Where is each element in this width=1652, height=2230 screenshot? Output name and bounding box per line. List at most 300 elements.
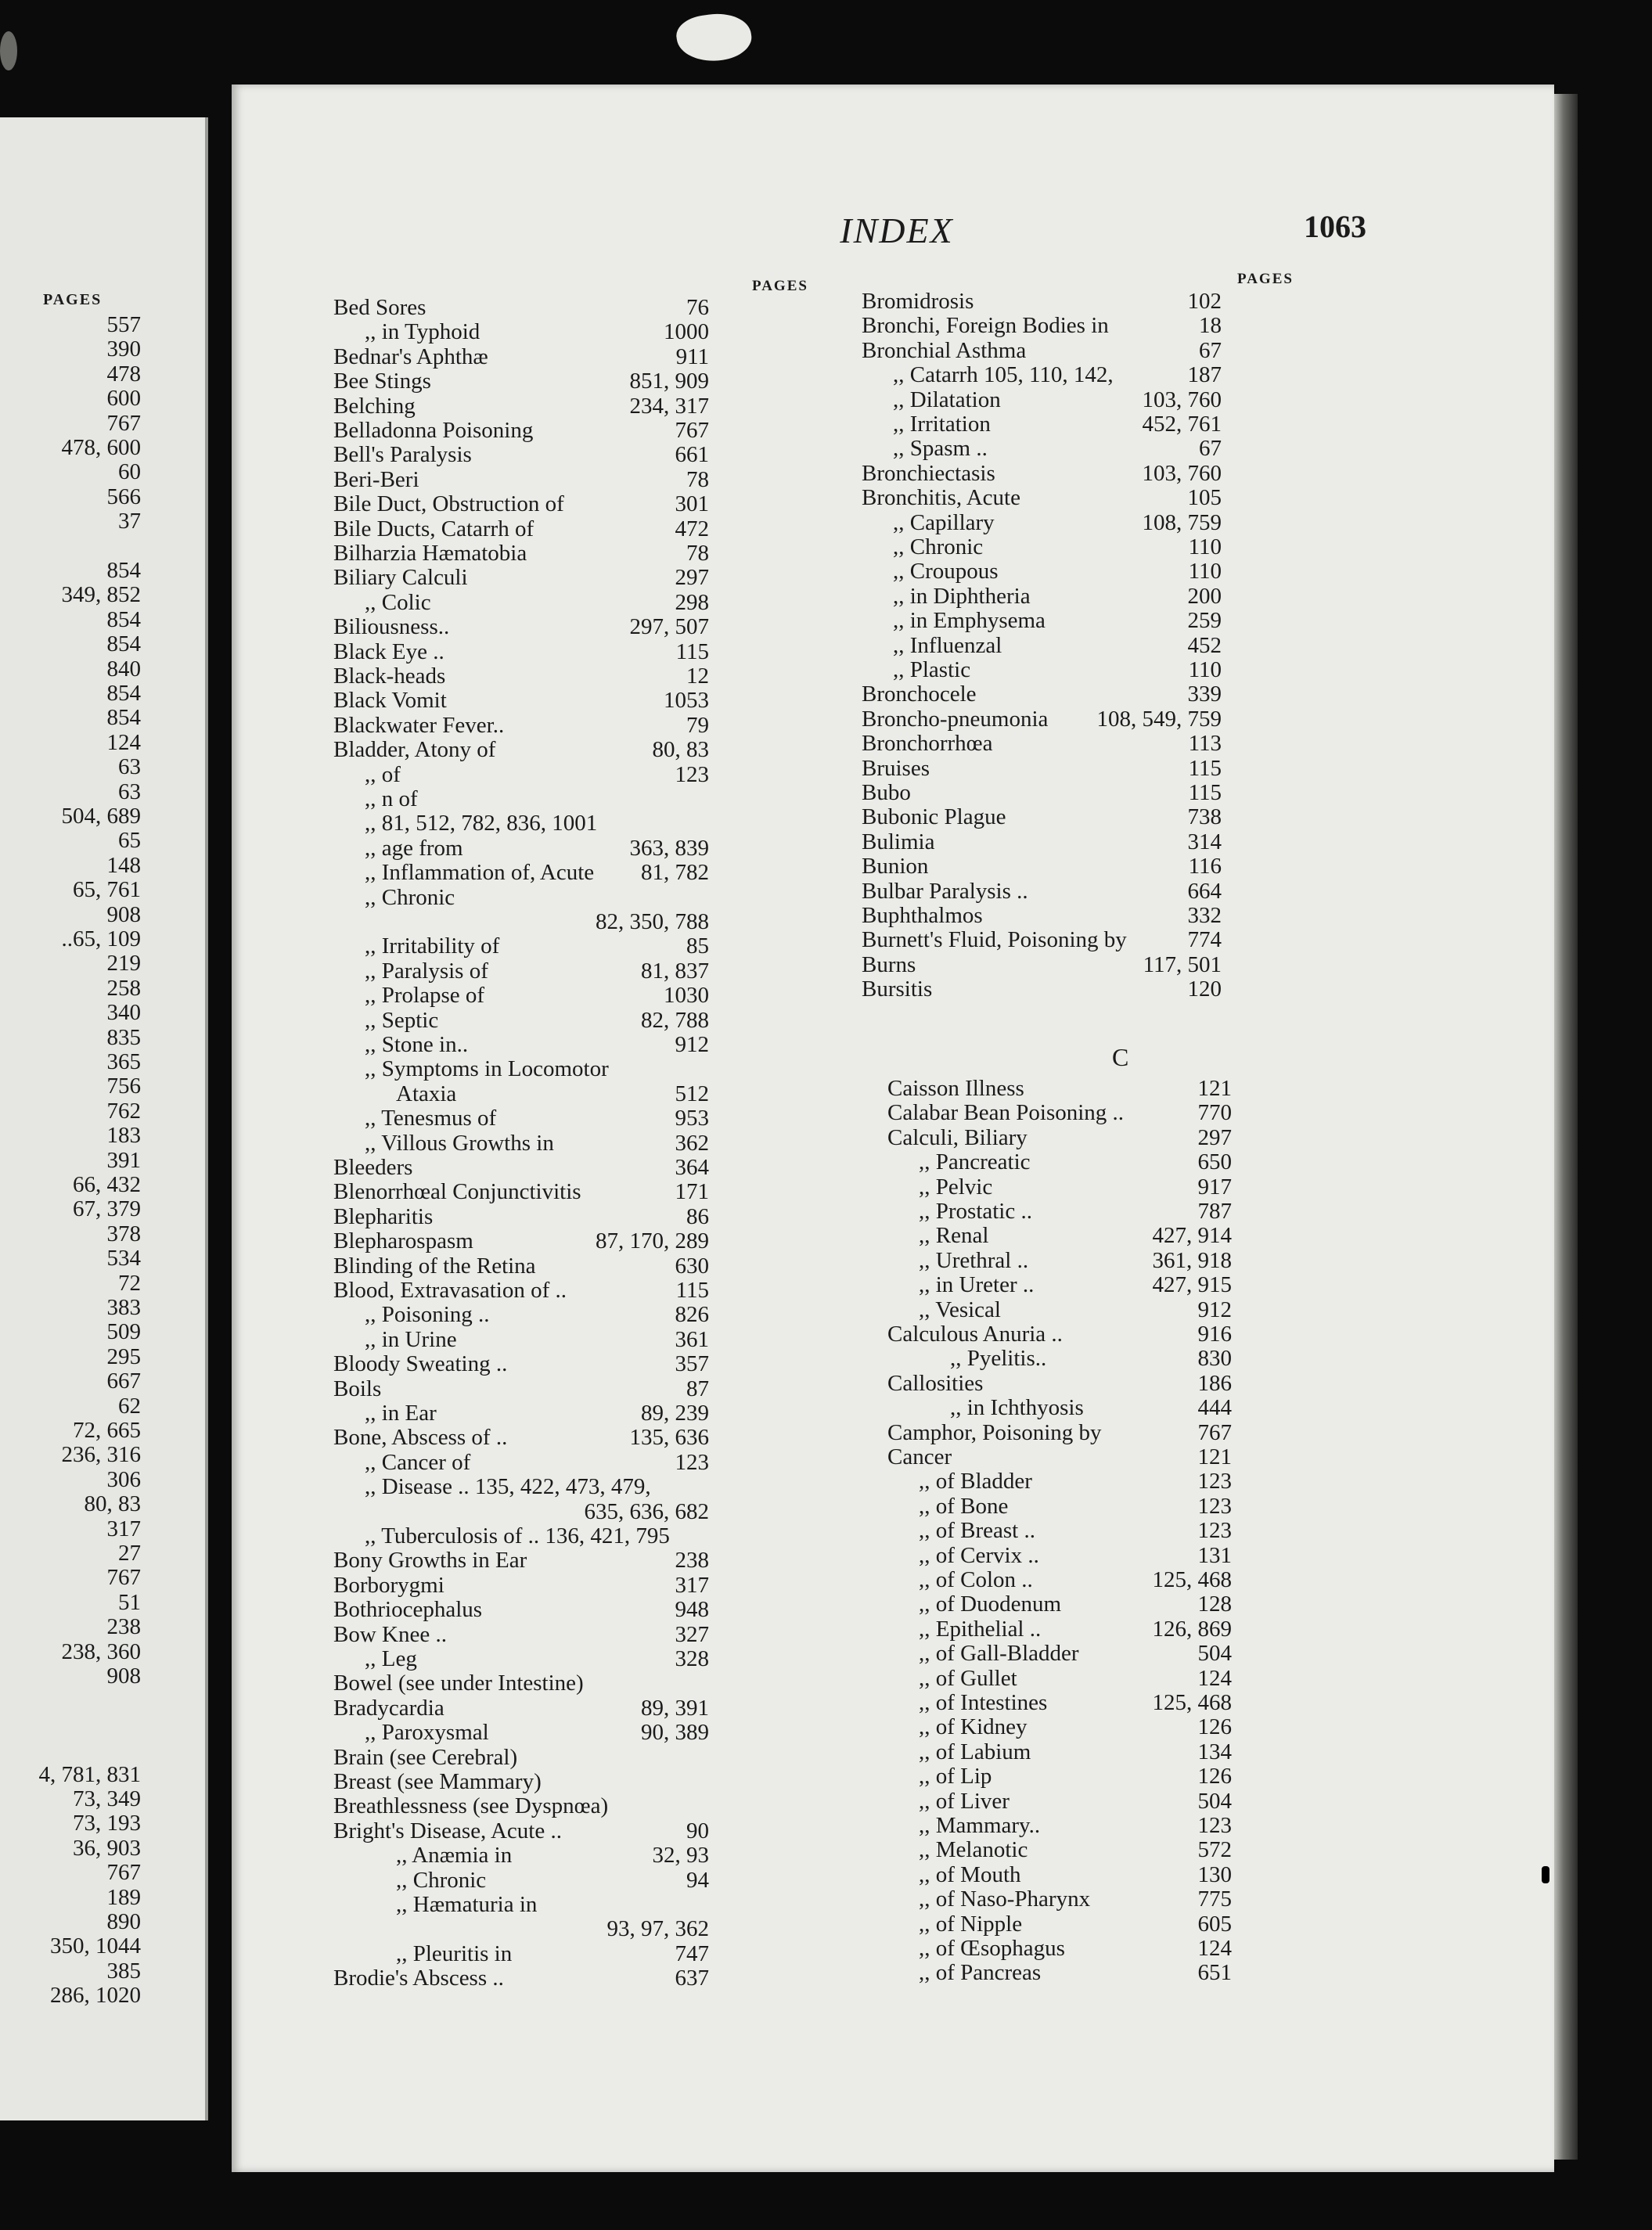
index-term: Bile Duct, Obstruction of: [333, 491, 564, 517]
left-page-number: 72, 665: [73, 1418, 141, 1443]
index-term: ,, of Mouth: [919, 1861, 1021, 1887]
index-entry: [333, 615, 709, 639]
index-term: ,, Pancreatic: [919, 1149, 1031, 1175]
index-entry: [333, 1303, 709, 1327]
index-pages: 787: [1197, 1199, 1232, 1224]
left-page-number: 124: [106, 729, 141, 755]
index-term: ,, Paroxysmal: [365, 1720, 489, 1746]
index-term: Calabar Bean Poisoning ..: [887, 1100, 1125, 1126]
index-entry: [333, 443, 709, 467]
index-term: Black-heads: [333, 664, 446, 689]
index-pages: 770: [1197, 1100, 1232, 1126]
index-term: ,, Cancer of: [365, 1449, 471, 1475]
index-entry: [333, 1696, 709, 1721]
index-entry: [333, 468, 709, 492]
index-entry: [887, 1273, 1232, 1297]
index-entry: [887, 1077, 1232, 1101]
index-pages: 105: [1187, 485, 1222, 511]
index-pages: 767: [1197, 1419, 1232, 1445]
index-term: ,, Influenzal: [893, 632, 1002, 658]
index-entry: [333, 1156, 709, 1180]
index-pages: 94: [686, 1867, 709, 1893]
index-pages: 357: [675, 1351, 709, 1377]
index-entry: [333, 345, 709, 369]
index-entry: [333, 886, 709, 910]
index-entry: [887, 1863, 1232, 1887]
index-term: ,, Tenesmus of: [365, 1106, 497, 1131]
left-page-number: 854: [106, 705, 141, 731]
index-pages: 90: [686, 1818, 709, 1843]
index-pages: 948: [675, 1597, 709, 1623]
index-entry: [887, 1887, 1232, 1912]
index-entry: [887, 1347, 1232, 1371]
index-entry: [333, 1524, 709, 1548]
index-entry: [333, 541, 709, 566]
left-page-number: 4, 781, 831: [38, 1761, 141, 1787]
index-term: ,, of Œsophagus: [919, 1936, 1065, 1961]
scan-artifact: [674, 9, 754, 67]
index-pages: 916: [1197, 1322, 1232, 1347]
index-entry: [887, 1396, 1232, 1420]
index-term: ,, Prolapse of: [365, 983, 485, 1009]
index-pages: 444: [1197, 1395, 1232, 1421]
left-page-number: 219: [106, 951, 141, 977]
index-entry: [887, 1592, 1232, 1617]
page-number: 1063: [1304, 209, 1366, 244]
index-term: ,, Capillary: [893, 509, 995, 535]
index-entry: [333, 763, 709, 787]
index-term: ,, of Intestines: [919, 1690, 1048, 1715]
index-pages: 297: [675, 565, 709, 591]
index-term: Bronchocele: [862, 682, 977, 707]
index-term: ,, of Naso-Pharynx: [919, 1887, 1091, 1912]
index-pages: 123: [1197, 1518, 1232, 1544]
index-term: ,, n of: [365, 786, 418, 811]
index-entry: [333, 689, 709, 713]
index-pages: 89, 391: [641, 1695, 709, 1721]
left-page-number: 478, 600: [61, 435, 141, 460]
index-term: Bothriocephalus: [333, 1597, 483, 1623]
col1-pages-label: PAGES: [752, 278, 808, 294]
index-term: Callosities: [887, 1370, 984, 1396]
left-page-number: 80, 83: [84, 1491, 141, 1517]
index-pages: 317: [675, 1572, 709, 1598]
index-entry: [333, 984, 709, 1008]
index-entry: [333, 1647, 709, 1671]
index-pages: 126: [1197, 1714, 1232, 1740]
left-page-number: 767: [106, 410, 141, 436]
index-term: ,, of Breast ..: [919, 1518, 1035, 1544]
index-term: Bradycardia: [333, 1695, 444, 1721]
index-pages: 361, 918: [1152, 1247, 1232, 1273]
index-entry: [333, 811, 709, 836]
index-pages: 328: [675, 1646, 709, 1671]
index-entry: [333, 1254, 709, 1279]
index-term: ,, Chronic: [396, 1867, 487, 1893]
index-pages: 87, 170, 289: [596, 1228, 709, 1254]
index-pages: 121: [1197, 1444, 1232, 1469]
index-pages: 67: [1199, 436, 1222, 462]
index-term: Borborygmi: [333, 1572, 444, 1598]
index-pages: 234, 317: [629, 393, 709, 419]
left-page-number: 60: [118, 459, 141, 485]
index-term: Black Vomit: [333, 688, 447, 714]
index-entry: [333, 934, 709, 959]
index-term: Caisson Illness: [887, 1076, 1024, 1101]
index-pages: 123: [1197, 1493, 1232, 1519]
index-pages: 123: [675, 761, 709, 787]
left-page-number: 504, 689: [61, 804, 141, 829]
index-entry: [333, 1057, 709, 1081]
index-pages: 664: [1187, 878, 1222, 904]
index-pages: 81, 782: [641, 860, 709, 886]
index-pages: 472: [675, 516, 709, 541]
index-pages: 238: [675, 1548, 709, 1574]
index-entry: [333, 1794, 709, 1818]
index-term: Ataxia: [396, 1081, 457, 1106]
index-entry: [887, 1421, 1232, 1445]
index-term: ,, of Lip: [919, 1764, 992, 1789]
index-pages: 361: [675, 1326, 709, 1352]
index-pages: 775: [1197, 1887, 1232, 1912]
index-pages: 912: [675, 1032, 709, 1057]
index-entry: [333, 1082, 709, 1106]
left-page-number: 189: [106, 1884, 141, 1910]
index-pages: 110: [1188, 559, 1222, 584]
index-entry: [887, 1838, 1232, 1862]
index-term: ,, Mammary..: [919, 1813, 1041, 1838]
index-term: ,, of Bladder: [919, 1469, 1032, 1494]
index-term: ,, Vesical: [919, 1297, 1001, 1322]
left-page-number: 378: [106, 1221, 141, 1246]
index-entry: [333, 861, 709, 885]
index-entry: [333, 1843, 709, 1868]
index-pages: 115: [1188, 755, 1222, 781]
index-entry: [887, 1224, 1232, 1248]
index-entry: [333, 1574, 709, 1598]
index-term: ,, Leg: [365, 1646, 417, 1671]
index-term: ,, Dilatation: [893, 387, 1001, 412]
index-pages: 452: [1187, 632, 1222, 658]
index-entry: [333, 1352, 709, 1376]
left-page-number: 854: [106, 681, 141, 706]
index-term: ,, Villous Growths in: [365, 1130, 554, 1156]
index-pages: 301: [675, 491, 709, 517]
index-entry: [887, 1814, 1232, 1838]
index-term: ,, Poisoning ..: [365, 1302, 490, 1328]
index-entry: [887, 1469, 1232, 1494]
index-pages: 87: [686, 1376, 709, 1401]
index-pages: 108, 759: [1142, 509, 1222, 535]
index-term: Broncho-pneumonia: [862, 706, 1049, 732]
index-pages: 78: [686, 541, 709, 566]
index-term: ,, in Ear: [365, 1401, 437, 1426]
left-page-number: 391: [106, 1147, 141, 1173]
index-entry: [887, 1544, 1232, 1568]
index-term: ,, Paralysis of: [365, 958, 488, 984]
index-pages: 93, 97, 362: [606, 1916, 709, 1942]
left-page-fragment: [0, 117, 208, 2120]
index-entry: [333, 394, 709, 419]
left-page-number: 65: [118, 828, 141, 854]
index-term: Breathlessness (see Dyspnœa): [333, 1793, 609, 1819]
index-term: ,, Colic: [365, 589, 431, 615]
index-term: Bright's Disease, Acute ..: [333, 1818, 562, 1843]
index-term: Bulimia: [862, 829, 935, 854]
index-entry: [887, 1150, 1232, 1174]
index-term: Belching: [333, 393, 416, 419]
index-term: ,, Renal: [919, 1223, 989, 1249]
index-term: ,, 81, 512, 782, 836, 1001: [365, 811, 598, 836]
index-term: ,, of Cervix ..: [919, 1542, 1039, 1568]
index-entry: [887, 1642, 1232, 1666]
index-pages: 826: [675, 1302, 709, 1328]
index-entry: [333, 1401, 709, 1426]
index-term: ,, age from: [365, 835, 463, 861]
index-pages: 110: [1188, 534, 1222, 559]
left-page-number: 65, 761: [73, 877, 141, 903]
left-page-number: 73, 193: [73, 1811, 141, 1836]
index-pages: 767: [675, 418, 709, 443]
index-term: Burnett's Fluid, Poisoning by: [862, 927, 1127, 953]
index-entry: [887, 1175, 1232, 1200]
index-pages: 123: [675, 1449, 709, 1475]
index-term: ,, Catarrh 105, 110, 142,: [893, 362, 1114, 388]
index-pages: 115: [675, 1278, 709, 1303]
index-pages: 187: [1187, 362, 1222, 388]
index-pages: 427, 915: [1152, 1272, 1232, 1298]
index-pages: 130: [1197, 1861, 1232, 1887]
index-term: ,, Hæmaturia in: [396, 1892, 538, 1917]
index-pages: 12: [686, 664, 709, 689]
index-pages: 186: [1197, 1370, 1232, 1396]
index-term: ,, Melanotic: [919, 1837, 1028, 1863]
index-entry: [333, 369, 709, 394]
index-term: Buphthalmos: [862, 903, 983, 928]
index-pages: 504: [1197, 1641, 1232, 1667]
index-pages: 171: [675, 1179, 709, 1205]
index-term: Bloody Sweating ..: [333, 1351, 508, 1377]
index-pages: 103, 760: [1142, 387, 1222, 412]
index-term: ,, in Ureter ..: [919, 1272, 1035, 1298]
index-pages: 452, 761: [1142, 412, 1222, 437]
index-entry: [887, 1200, 1232, 1224]
index-term: ,, of Gullet: [919, 1665, 1017, 1691]
left-page-number: 62: [118, 1393, 141, 1419]
index-pages: 124: [1197, 1665, 1232, 1691]
index-pages: 123: [1197, 1813, 1232, 1838]
left-page-number: 840: [106, 656, 141, 682]
index-pages: 125, 468: [1152, 1567, 1232, 1592]
left-page-number: 66, 432: [73, 1172, 141, 1197]
index-entry: [333, 836, 709, 861]
left-page-number: 908: [106, 1664, 141, 1689]
index-entry: [887, 1322, 1232, 1347]
index-pages: 82, 350, 788: [596, 909, 709, 934]
index-pages: 76: [686, 295, 709, 320]
index-term: Blinding of the Retina: [333, 1253, 536, 1279]
left-page-number: 390: [106, 336, 141, 362]
index-entry: [887, 1617, 1232, 1642]
left-page-number: 767: [106, 1565, 141, 1591]
index-pages: 103, 760: [1142, 460, 1222, 486]
index-entry: [333, 419, 709, 443]
index-term: Camphor, Poisoning by: [887, 1419, 1102, 1445]
index-pages: 572: [1197, 1837, 1232, 1863]
index-entry: [333, 296, 709, 320]
left-pages-label: PAGES: [43, 291, 103, 308]
index-pages: 117, 501: [1143, 951, 1222, 977]
index-entry: [333, 910, 709, 934]
index-pages: 297: [1197, 1124, 1232, 1150]
index-entry: [333, 1770, 709, 1794]
index-pages: 126: [1197, 1764, 1232, 1789]
index-term: Bulbar Paralysis ..: [862, 878, 1028, 904]
index-term: ,, Disease .. 135, 422, 473, 479,: [365, 1474, 651, 1500]
index-entry: [887, 1101, 1232, 1125]
left-page-number: 854: [106, 558, 141, 583]
index-term: ,, of Pancreas: [919, 1960, 1042, 1986]
index-entry: [887, 1764, 1232, 1789]
index-pages: 85: [686, 933, 709, 959]
index-pages: 363, 839: [629, 835, 709, 861]
index-term: Boils: [333, 1376, 382, 1401]
index-term: ,, of Gall-Bladder: [919, 1641, 1079, 1667]
index-entry: [887, 1912, 1232, 1937]
index-entry: [887, 1519, 1232, 1543]
index-pages: 135, 636: [629, 1425, 709, 1451]
index-term: ,, of Colon ..: [919, 1567, 1033, 1592]
index-page: [232, 85, 1554, 2172]
index-pages: 89, 239: [641, 1401, 709, 1426]
index-term: Bubonic Plague: [862, 804, 1006, 830]
index-column-2-c: [887, 85, 1232, 2172]
index-entry: [333, 1009, 709, 1033]
index-entry: [333, 1623, 709, 1647]
index-pages: 651: [1197, 1960, 1232, 1986]
index-term: Blenorrhœal Conjunctivitis: [333, 1179, 581, 1205]
index-term: Bilharzia Hæmatobia: [333, 541, 527, 566]
index-term: Blackwater Fever..: [333, 712, 505, 738]
index-term: ,, in Typhoid: [365, 319, 480, 345]
index-term: ,, of Nipple: [919, 1911, 1023, 1937]
index-term: ,, Irritability of: [365, 933, 500, 959]
left-page-number: 37: [118, 509, 141, 534]
index-entry: [333, 1966, 709, 1991]
index-pages: 67: [1199, 337, 1222, 363]
index-pages: 131: [1197, 1542, 1232, 1568]
index-pages: 427, 914: [1152, 1223, 1232, 1249]
index-pages: 79: [686, 712, 709, 738]
index-entry: [333, 1205, 709, 1229]
index-pages: 115: [675, 638, 709, 664]
index-entry: [333, 1451, 709, 1475]
left-page-number: 36, 903: [73, 1835, 141, 1861]
index-pages: 82, 788: [641, 1007, 709, 1033]
index-pages: 774: [1187, 927, 1222, 953]
index-pages: 314: [1187, 829, 1222, 854]
index-entry: [333, 714, 709, 738]
index-term: Bed Sores: [333, 295, 426, 320]
index-term: ,, in Urine: [365, 1326, 457, 1352]
left-page-number: 295: [106, 1343, 141, 1369]
index-pages: 512: [675, 1081, 709, 1106]
index-entry: [887, 1445, 1232, 1469]
index-entry: [333, 1131, 709, 1156]
index-pages: 851, 909: [629, 369, 709, 394]
index-pages: 121: [1197, 1076, 1232, 1101]
index-pages: 86: [686, 1203, 709, 1229]
index-pages: 650: [1197, 1149, 1232, 1175]
index-column-1: [333, 85, 709, 2172]
index-entry: [333, 1548, 709, 1573]
left-page-number: 286, 1020: [50, 1983, 141, 2009]
left-page-number: 509: [106, 1319, 141, 1345]
index-term: Brodie's Abscess ..: [333, 1966, 504, 1991]
index-entry: [333, 1426, 709, 1450]
index-entry: [333, 1746, 709, 1770]
index-pages: 635, 636, 682: [584, 1498, 709, 1524]
index-pages: 830: [1197, 1346, 1232, 1372]
index-entry: [333, 320, 709, 344]
index-term: Bony Growths in Ear: [333, 1548, 527, 1574]
index-entry: [333, 1721, 709, 1745]
index-term: ,, in Diphtheria: [893, 583, 1031, 609]
index-term: ,, Symptoms in Locomotor: [365, 1056, 609, 1082]
index-entry: [333, 492, 709, 516]
index-pages: 917: [1197, 1174, 1232, 1200]
section-letter: C: [1112, 1043, 1129, 1071]
index-term: ,, of Bone: [919, 1493, 1009, 1519]
index-term: Beri-Beri: [333, 466, 419, 492]
index-pages: 113: [1188, 731, 1222, 757]
left-page-number: 667: [106, 1369, 141, 1394]
left-page-number: 238, 360: [61, 1638, 141, 1664]
scan-artifact: [1542, 1866, 1549, 1883]
index-term: Bronchorrhœa: [862, 731, 993, 757]
left-page-number: 51: [118, 1589, 141, 1615]
index-term: Bunion: [862, 854, 929, 879]
index-term: Bile Ducts, Catarrh of: [333, 516, 534, 541]
left-page-number: 478: [106, 361, 141, 387]
index-pages: 747: [675, 1940, 709, 1966]
index-term: Blepharitis: [333, 1203, 434, 1229]
left-page-number: 27: [118, 1541, 141, 1566]
index-term: Brain (see Cerebral): [333, 1744, 518, 1770]
index-term: Bleeders: [333, 1155, 413, 1180]
index-entry: [333, 1942, 709, 1966]
index-pages: 81, 837: [641, 958, 709, 984]
index-entry: [887, 1740, 1232, 1764]
index-pages: 953: [675, 1106, 709, 1131]
left-page-number: 762: [106, 1098, 141, 1124]
index-term: Biliousness..: [333, 614, 450, 640]
index-term: ,, in Emphysema: [893, 608, 1046, 634]
index-term: Blepharospasm: [333, 1228, 473, 1254]
index-term: ,, of Duodenum: [919, 1592, 1062, 1617]
index-pages: 78: [686, 466, 709, 492]
index-pages: 200: [1187, 583, 1222, 609]
index-term: Bronchiectasis: [862, 460, 995, 486]
index-entry: [887, 1126, 1232, 1150]
left-page-number: 72: [118, 1270, 141, 1296]
index-entry: [333, 959, 709, 984]
left-page-number: 890: [106, 1909, 141, 1934]
left-page-number: 73, 349: [73, 1786, 141, 1811]
left-page-number: 349, 852: [61, 582, 141, 608]
index-term: Black Eye ..: [333, 638, 444, 664]
index-pages: 1030: [664, 983, 709, 1009]
